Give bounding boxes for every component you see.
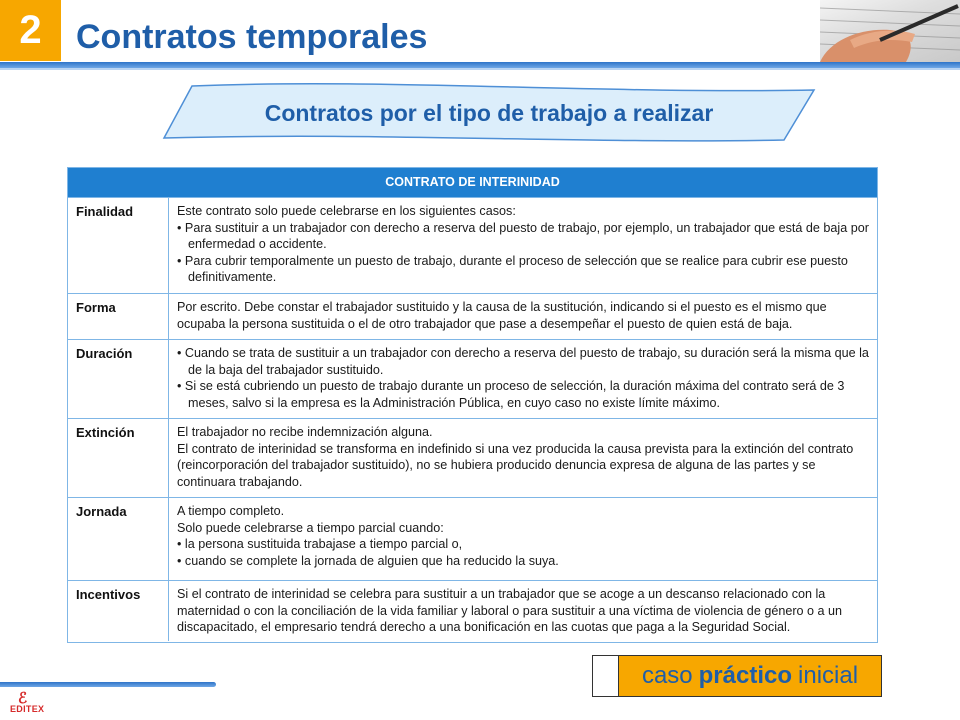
- table-header: CONTRATO DE INTERINIDAD: [68, 168, 877, 197]
- row-label: Forma: [68, 294, 169, 339]
- row-bullet: • Para sustituir a un trabajador con derecho a reserva del puesto de trabajo, por ejemplo, un trabajador que está de baja por enfermedad o accidente.: [177, 220, 869, 253]
- row-label: Jornada: [68, 498, 169, 580]
- case-study-label-part2: práctico: [698, 662, 793, 689]
- row-bullet: • Cuando se trata de sustituir a un trabajador con derecho a reserva del puesto de trabajo, su duración será la misma que la de la baja del trabajador sustituido.: [177, 345, 869, 378]
- row-paragraph: Solo puede celebrarse a tiempo parcial cuando:: [177, 520, 444, 535]
- table-row-forma: [68, 293, 877, 339]
- row-bullet: • Si se está cubriendo un puesto de trabajo durante un proceso de selección, la duración máxima del contrato será de 3 meses, salvo si la empresa es la Administración Pública, en cuyo caso no existe límite máximo.: [177, 378, 869, 411]
- table-row-extincion: [68, 418, 877, 497]
- row-paragraph: Por escrito. Debe constar el trabajador sustituido y la causa de la sustitución, indicando si el puesto es el mismo que ocupaba la persona sustituida o el de otro trabajador que pase a desempeñar el puesto de quien está de baja.: [177, 300, 827, 331]
- unit-number-badge: 2: [0, 0, 61, 61]
- case-study-button[interactable]: [592, 655, 882, 697]
- case-study-label-part1: caso: [641, 662, 693, 689]
- editex-logo-icon: ℰ: [18, 690, 28, 707]
- case-study-label-part3: inicial: [798, 662, 859, 689]
- row-content: [169, 498, 877, 580]
- row-bullet: • cuando se complete la jornada de alguien que ha reducido la suya.: [177, 553, 869, 570]
- title-rule-highlight: [0, 68, 960, 70]
- section-banner: [162, 80, 816, 148]
- table-row-jornada: [68, 497, 877, 580]
- table-row-duracion: [68, 339, 877, 418]
- contract-table: [67, 167, 878, 643]
- row-label: Finalidad: [68, 198, 169, 293]
- case-study-button-tab: [593, 656, 619, 696]
- row-content: [169, 419, 877, 497]
- header-photo: [820, 0, 960, 62]
- editex-logo: [10, 689, 50, 717]
- page-title: Contratos temporales: [76, 18, 428, 56]
- row-paragraph: El contrato de interinidad se transforma en indefinido si una vez producida la causa prevista para la extinción del contrato (reincorporación del trabajador sustituido), no se hubiera producido denuncia expresa de alguna de las partes y se continuara trabajando.: [177, 441, 854, 489]
- row-content: [169, 198, 877, 293]
- table-row-incentivos: [68, 580, 877, 641]
- row-label: Duración: [68, 340, 169, 418]
- row-bullet: • Para cubrir temporalmente un puesto de trabajo, durante el proceso de selección que se realice para cubrir ese puesto definitivamente.: [177, 253, 869, 286]
- section-banner-text: Contratos por el tipo de trabajo a realizar: [264, 100, 714, 126]
- row-content: [169, 340, 877, 418]
- table-row-finalidad: [68, 197, 877, 293]
- row-label: Incentivos: [68, 581, 169, 641]
- row-bullet: • la persona sustituida trabajase a tiempo parcial o,: [177, 536, 869, 553]
- case-study-button-label: [619, 656, 881, 696]
- footer-rule: [0, 682, 216, 687]
- row-paragraph: El trabajador no recibe indemnización alguna.: [177, 425, 433, 439]
- row-paragraph: A tiempo completo.: [177, 504, 285, 518]
- row-content: [169, 581, 877, 641]
- row-paragraph: Si el contrato de interinidad se celebra para sustituir a un trabajador que se acoge a un descanso relacionado con la maternidad o con la conciliación de la vida familiar y laboral o para sustituir a una víctima de violencia de género o a un discapacitado, el empresario tendrá derecho a una bonificación en las cuotas que paga a la Seguridad Social.: [177, 587, 843, 634]
- editex-logo-text: EDITEX: [10, 704, 45, 714]
- row-paragraph: Este contrato solo puede celebrarse en los siguientes casos:: [177, 204, 516, 218]
- row-label: Extinción: [68, 419, 169, 497]
- row-content: [169, 294, 877, 339]
